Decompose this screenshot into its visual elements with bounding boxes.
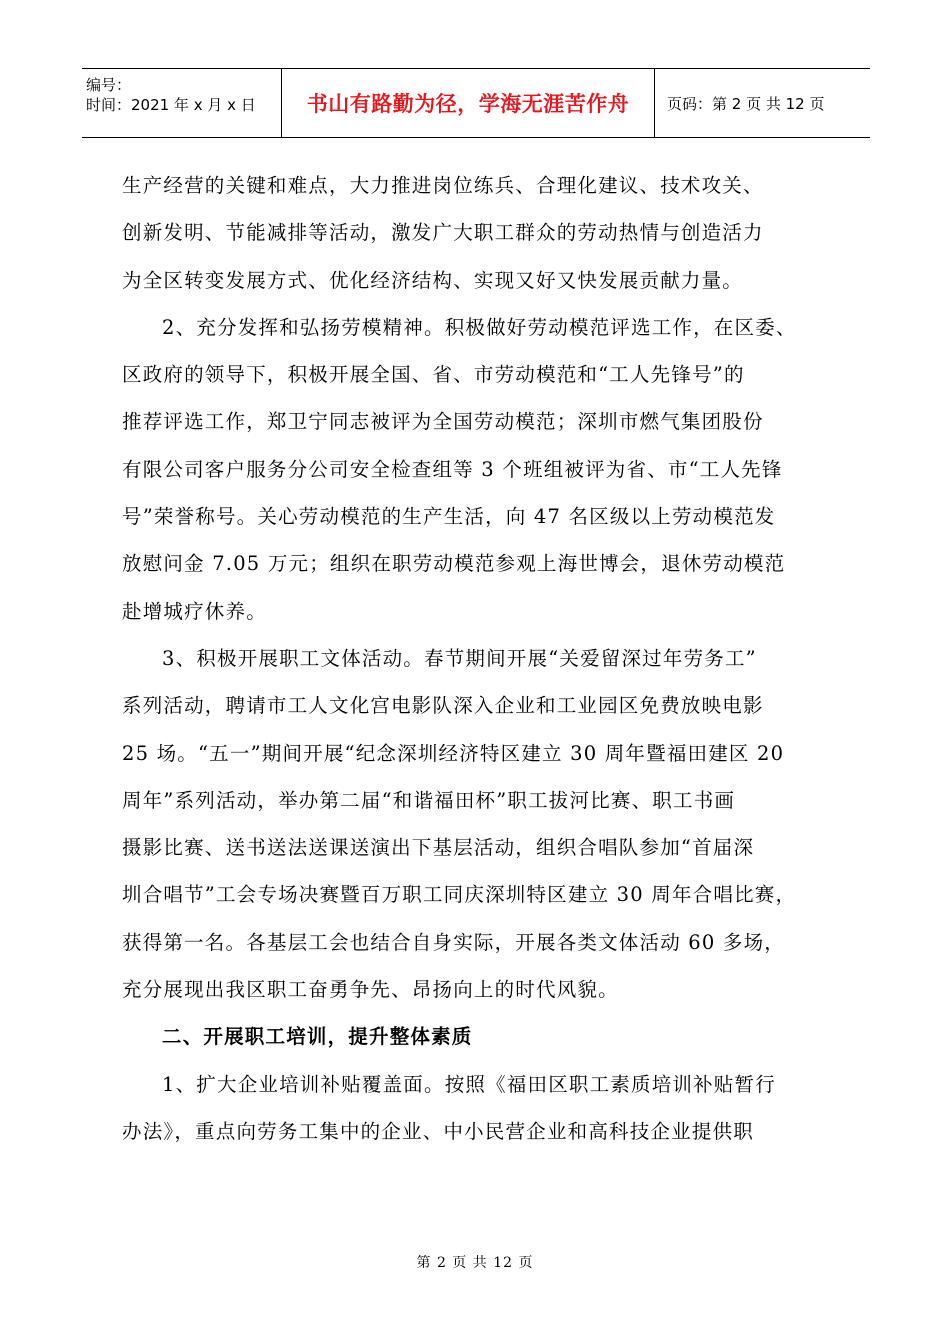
body-line: 为全区转变发展方式、优化经济结构、实现又好又快发展贡献力量。	[122, 268, 744, 292]
body-line: 圳合唱节”工会专场决赛暨百万职工同庆深圳特区建立 30 周年合唱比赛，	[122, 883, 797, 907]
body-line-paragraph-start: 2、充分发挥和弘扬劳模精神。积极做好劳动模范评选工作，在区委、	[162, 315, 797, 339]
body-line: 生产经营的关键和难点，大力推进岗位练兵、合理化建议、技术攻关、	[122, 174, 764, 197]
body-line: 摄影比赛、送书送法送课送演出下基层活动，组织合唱队参加“首届深	[122, 836, 755, 860]
body-line: 赴增城疗休养。	[122, 599, 267, 623]
header-motto: 书山有路勤为径，学海无涯苦作舟	[282, 69, 655, 137]
body-line: 周年”系列活动，举办第二届“和谐福田杯”职工拔河比赛、职工书画	[122, 788, 736, 812]
body-line: 创新发明、节能减排等活动，激发广大职工群众的劳动热情与创造活力	[122, 221, 764, 245]
body-line: 获得第一名。各基层工会也结合自身实际，开展各类文体活动 60 多场，	[122, 930, 786, 954]
section-heading: 二、开展职工培训，提升整体素质	[162, 1025, 473, 1049]
body-line-paragraph-start: 1、扩大企业培训补贴覆盖面。按照《福田区职工素质培训补贴暂行	[162, 1072, 776, 1096]
document-number-label: 编号：	[86, 76, 132, 94]
header-meta	[82, 69, 282, 137]
body-line: 办法》，重点向劳务工集中的企业、中小民营企业和高科技企业提供职	[122, 1119, 754, 1143]
body-line: 放慰问金 7.05 万元；组织在职劳动模范参观上海世博会，退休劳动模范	[122, 552, 786, 576]
body-line: 系列活动，聘请市工人文化宫电影队深入企业和工业园区免费放映电影	[122, 694, 764, 718]
header-page-number: 页码：第 2 页 共 12 页	[667, 94, 825, 113]
body-line: 推荐评选工作，郑卫宁同志被评为全国劳动模范；深圳市燃气集团股份	[122, 410, 764, 434]
body-line: 充分展现出我区职工奋勇争先、昂扬向上的时代风貌。	[122, 978, 619, 1002]
body-line: 区政府的领导下，积极开展全国、省、市劳动模范和“工人先锋号”的	[122, 363, 745, 387]
body-line: 有限公司客户服务分公司安全检查组等 3 个班组被评为省、市“工人先锋	[122, 457, 783, 481]
page-header	[82, 68, 870, 138]
page-footer: 第 2 页 共 12 页	[416, 1255, 534, 1271]
body-line: 25 场。“五一”期间开展“纪念深圳经济特区建立 30 周年暨福田建区 20	[122, 741, 785, 765]
document-time-label: 时间：2021 年 x 月 x 日	[86, 96, 256, 114]
document-body	[122, 162, 838, 1155]
body-line: 号”荣誉称号。关心劳动模范的生产生活，向 47 名区级以上劳动模范发	[122, 505, 776, 529]
body-line-paragraph-start: 3、积极开展职工文体活动。春节期间开展“关爱留深过年劳务工”	[162, 646, 757, 670]
